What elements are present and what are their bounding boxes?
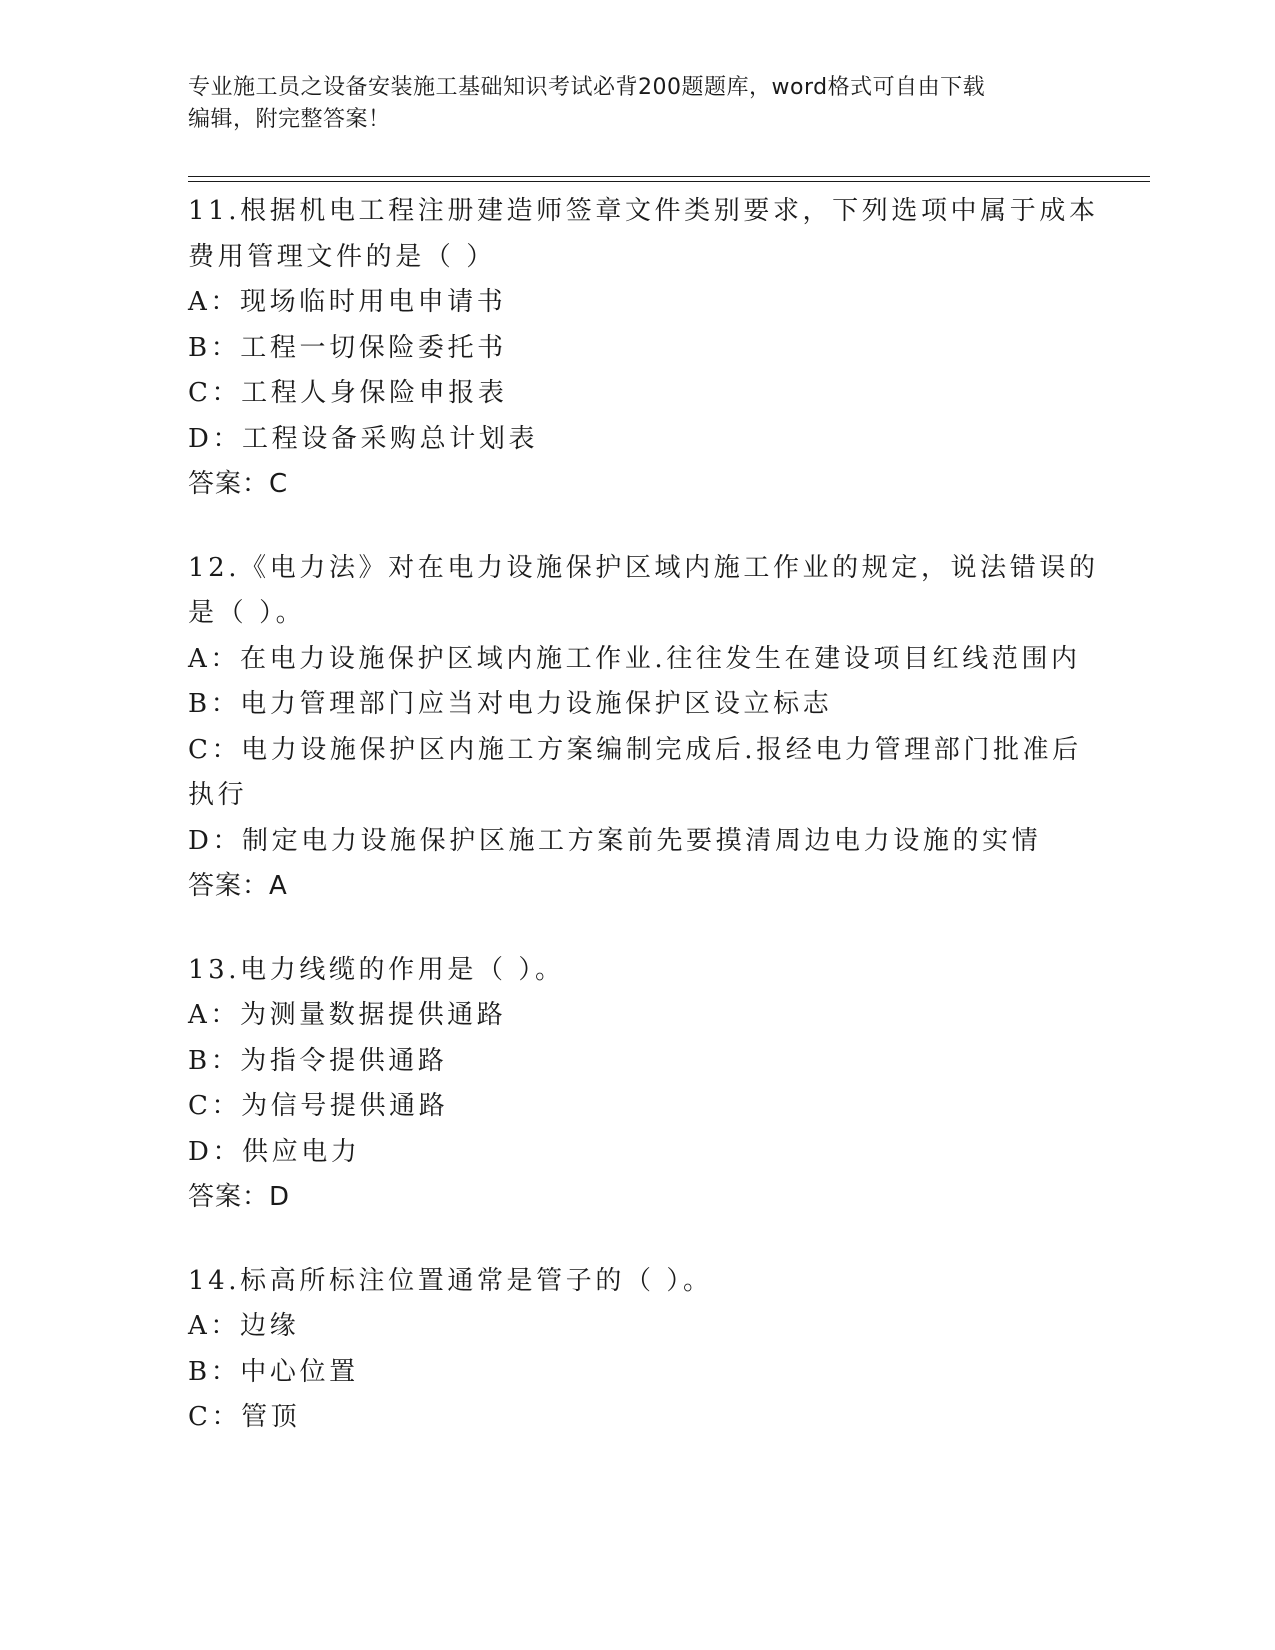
header-title-line1: 专业施工员之设备安装施工基础知识考试必背200题题库，word格式可自由下载 (188, 75, 986, 100)
question-text-line: 11.根据机电工程注册建造师签章文件类别要求，下列选项中属于成本 (188, 196, 1099, 226)
question-text-line: 是（ ）。 (188, 598, 306, 628)
option-c-continuation: 执行 (188, 780, 248, 810)
document-header (188, 72, 1088, 136)
header-divider-top (188, 176, 1150, 177)
option-d: D：工程设备采购总计划表 (188, 423, 539, 454)
question-14 (188, 1259, 1088, 1441)
question-text-line: 费用管理文件的是（ ） (188, 241, 496, 272)
answer-label: 答案：C (188, 469, 289, 499)
option-a: A：为测量数据提供通路 (188, 1000, 507, 1030)
question-11 (188, 189, 1099, 508)
answer-label: 答案：D (188, 1182, 291, 1212)
option-a: A：现场临时用电申请书 (188, 287, 507, 317)
option-c: C：电力设施保护区内施工方案编制完成后.报经电力管理部门批准后 (188, 734, 1082, 765)
question-text-line: 13.电力线缆的作用是（ ）。 (188, 954, 565, 985)
option-a: A：在电力设施保护区域内施工作业.往往发生在建设项目红线范围内 (188, 643, 1081, 674)
header-divider-bottom (188, 181, 1150, 182)
option-c: C：管顶 (188, 1402, 301, 1432)
question-text-line: 12.《电力法》对在电力设施保护区域内施工作业的规定，说法错误的 (188, 552, 1099, 583)
option-d: D：制定电力设施保护区施工方案前先要摸清周边电力设施的实情 (188, 825, 1042, 856)
question-text-line: 14.标高所标注位置通常是管子的（ ）。 (188, 1265, 713, 1296)
question-list (188, 189, 1099, 1479)
option-b: B：中心位置 (188, 1356, 359, 1387)
answer-label: 答案：A (188, 871, 288, 901)
question-13 (188, 948, 1088, 1221)
option-b: B：电力管理部门应当对电力设施保护区设立标志 (188, 689, 833, 719)
header-title-line2: 编辑，附完整答案！ (188, 107, 391, 132)
option-a: A：边缘 (188, 1311, 300, 1341)
option-b: B：工程一切保险委托书 (188, 332, 507, 363)
option-d: D：供应电力 (188, 1136, 361, 1167)
option-b: B：为指令提供通路 (188, 1045, 448, 1076)
option-c: C：工程人身保险申报表 (188, 378, 508, 408)
option-c: C：为信号提供通路 (188, 1091, 449, 1121)
question-12 (188, 546, 1099, 910)
